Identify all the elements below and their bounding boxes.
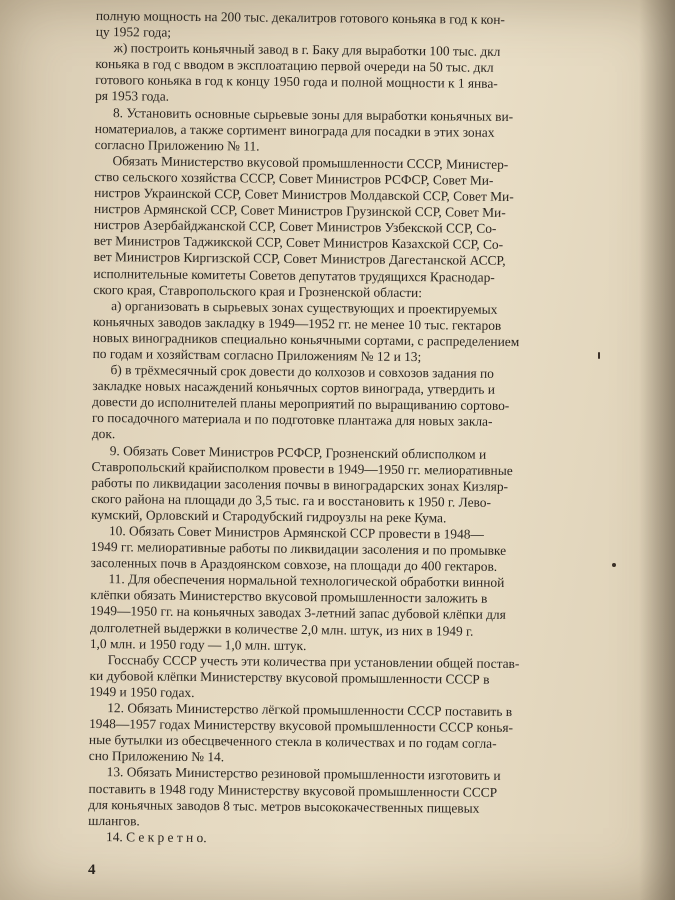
text-line: 8. Установить основные сырьевые зоны для выработки коньячных ви- xyxy=(112,104,514,124)
ink-dot xyxy=(598,352,600,359)
text-line: исполнительные комитеты Советов депутатов трудящихся Краснодар- xyxy=(93,265,495,285)
text-line: ные бутылки из обесцвеченного стекла в количествах и по годам согла- xyxy=(88,732,497,752)
text-line: Ставропольский крайисполком провести в 1949—1950 гг. мелиоративные xyxy=(91,458,513,478)
text-line: Обязать Министерство вкусовой промышленности СССР, Министер- xyxy=(112,153,509,172)
ink-dot xyxy=(612,563,616,567)
text-line: коньячных заводов закладку в 1949—1952 гг. не менее 10 тыс. гектаров xyxy=(92,313,502,333)
text-line: 11. Для обеспечения нормальной технологической обработки винной xyxy=(108,571,505,591)
text-line: 14. С е к р е т н о. xyxy=(105,828,207,845)
text-line: шлангов. xyxy=(88,812,140,829)
text-line: б) в трёхмесячный срок довести до колхозов и совхозов задания по xyxy=(110,362,494,381)
text-line: долголетней выдержки в количестве 2,0 млн. штук, из них в 1949 г. xyxy=(89,619,474,639)
text-line: готового коньяка в год к концу 1950 года и полной мощности к 1 янва- xyxy=(95,72,498,92)
text-line: нистров Армянской ССР, Совет Министров Грузинской ССР, Совет Ми- xyxy=(94,201,506,221)
text-line: кумский, Орловский и Стародубский гидроузлы на реке Кума. xyxy=(91,506,447,526)
text-line: 1949 и 1950 годах. xyxy=(89,683,195,700)
text-line: вет Министров Таджикской ССР, Совет Министров Казахской ССР, Со- xyxy=(93,233,504,253)
text-line: новых виноградников специально коньячными сортами, с распределением xyxy=(92,329,520,349)
text-line: ского края, Ставропольского края и Грозненской области: xyxy=(93,281,423,300)
text-line: 1949—1950 гг. на коньячных заводах 3-летний запас дубовой клёпки для xyxy=(90,603,506,623)
text-line: 1949 гг. мелиоративные работы по ликвидации засоления и по промывке xyxy=(90,539,507,559)
text-line: засоленных почв в Араздоянском совхозе, на площади до 400 гектаров. xyxy=(90,555,498,575)
text-line: док. xyxy=(91,426,116,442)
text-line: сно Приложению № 14. xyxy=(88,748,225,765)
text-line: ского района на площади до 3,5 тыс. га и восстановить к 1950 г. Лево- xyxy=(91,490,492,510)
text-line: полную мощность на 200 тыс. декалитров готового коньяка в год к кон- xyxy=(95,8,505,27)
text-line: 12. Обязать Министерство лёгкой промышленности СССР поставить в xyxy=(107,700,513,720)
text-line: ж) построить коньячный завод в г. Баку для выработки 100 тыс. дкл xyxy=(113,40,501,60)
text-line: номатериалов, а также сортимент винограда для посадки в этих зонах xyxy=(94,120,495,140)
text-line: 9. Обязать Совет Министров РСФСР, Грозненский облисполком и xyxy=(109,442,487,462)
text-line: нистров Азербайджанской ССР, Совет Министров Узбекской ССР, Со- xyxy=(93,217,497,237)
text-line: цу 1952 года; xyxy=(95,24,172,40)
document-text xyxy=(88,8,608,850)
text-line: 1948—1957 годах Министерству вкусовой промышленности СССР конья- xyxy=(89,716,514,736)
text-line: а) организовать в сырьевых зонах существующих и проектируемых xyxy=(111,297,498,317)
text-line: ря 1953 года. xyxy=(95,88,170,105)
text-line: нистров Украинской ССР, Совет Министров Молдавской ССР, Совет Ми- xyxy=(94,185,514,205)
text-line: 10. Обязать Совет Министров Армянской ССР провести в 1948— xyxy=(108,523,484,542)
text-line: согласно Приложению № 11. xyxy=(94,136,260,154)
text-line: вет Министров Киргизской ССР, Совет Министров Дагестанской АССР, xyxy=(93,249,506,269)
text-line: Госснабу СССР учесть эти количества при установлении общей постав- xyxy=(107,651,520,671)
text-line: работы по ликвидации засоления почвы в виноградарских зонах Кизляр- xyxy=(91,474,509,494)
text-line: по годам и хозяйствам согласно Приложениям № 12 и 13; xyxy=(92,345,422,365)
text-line: ки дубовой клёпки Министерству вкусовой промышленности СССР в xyxy=(89,667,490,687)
text-line: 1,0 млн. и 1950 году — 1,0 млн. штук. xyxy=(89,635,307,653)
text-line: для коньячных заводов 8 тыс. метров высококачественных пищевых xyxy=(88,796,480,816)
text-line: го посадочного материала и по подготовке плантажа для новых заклa- xyxy=(91,410,493,430)
text-line: поставить в 1948 году Министерству вкусовой промышленности СССР xyxy=(88,780,498,800)
text-line: закладке новых насаждений коньячных сортов винограда, утвердить и xyxy=(92,378,496,398)
text-line: клёпки обязать Министерство вкусовой промышленности заложить в xyxy=(90,587,488,607)
page-number: 4 xyxy=(88,862,96,878)
text-line: довести до исполнителей планы мероприятий по выращиванию сортово- xyxy=(92,394,510,414)
text-line: коньяка в год с вводом в эксплоатацию первой очереди на 50 тыс. дкл xyxy=(95,56,494,76)
text-line: ство сельского хозяйства СССР, Совет Министров РСФСР, Совет Ми- xyxy=(94,168,494,188)
text-line: 13. Обязать Министерство резиновой промышленности изготовить и xyxy=(106,764,501,784)
